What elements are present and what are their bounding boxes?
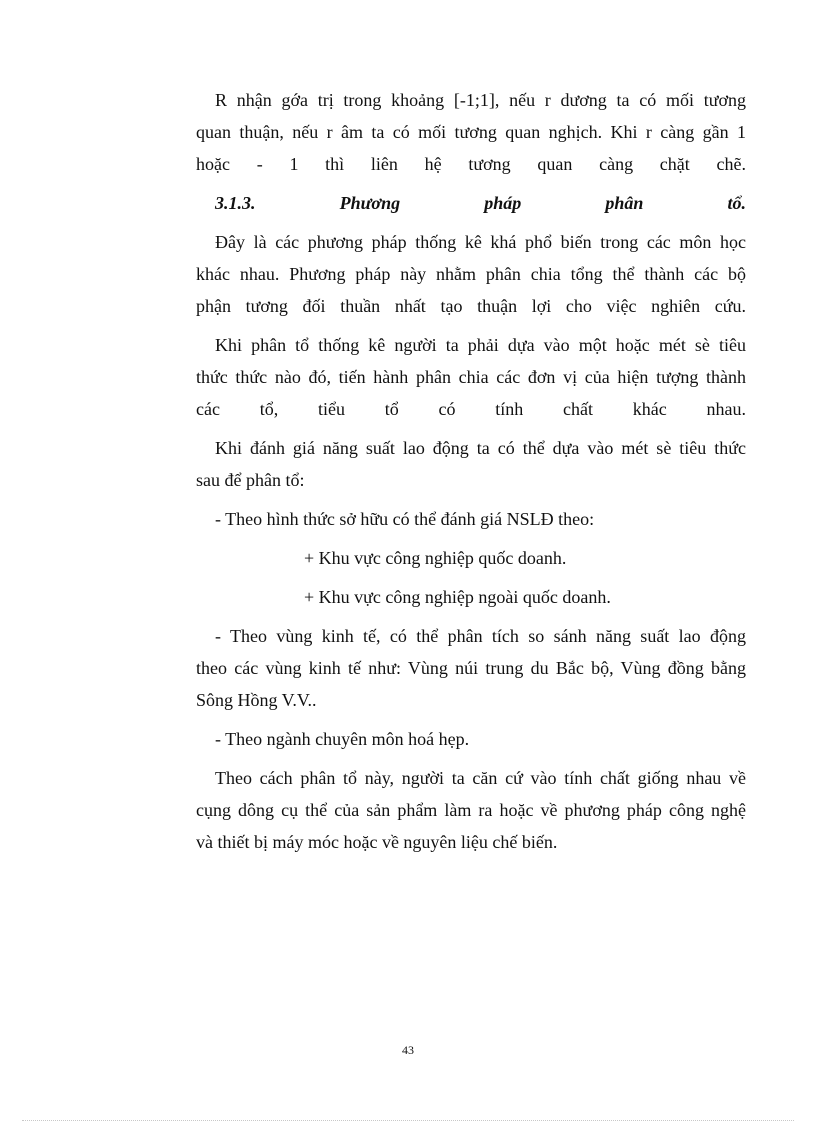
text-line: khác nhau. Phương pháp này nhằm phân chia tổng thể thành các bộ [196, 264, 746, 284]
text-line: quan thuận, nếu r âm ta có mối tương quan nghịch. Khi r càng gần 1 [196, 122, 746, 142]
bullet-line: - Theo vùng kinh tế, có thể phân tích so sánh năng suất lao động [215, 626, 746, 646]
page-number: 43 [402, 1043, 414, 1057]
text-line: Khi phân tổ thống kê người ta phải dựa vào một hoặc mét sè tiêu [215, 335, 746, 355]
text-line: cụng dông cụ thể của sản phẩm làm ra hoặc về phương pháp công nghệ [196, 800, 746, 820]
text-line: Đây là các phương pháp thống kê khá phổ biến trong các môn học [215, 232, 746, 252]
text-line: Khi đánh giá năng suất lao động ta có thể dựa vào mét sè tiêu thức [215, 438, 746, 458]
text-line: Theo cách phân tổ này, người ta căn cứ vào tính chất giống nhau về [215, 768, 746, 788]
bullet-line: - Theo ngành chuyên môn hoá hẹp. [215, 729, 470, 749]
bullet-line: - Theo hình thức sở hữu có thể đánh giá NSLĐ theo: [215, 509, 595, 529]
text-line: hoặc - 1 thì liên hệ tương quan càng chặt chẽ. [196, 154, 746, 174]
text-line: thức thức nào đó, tiến hành phân chia các đơn vị của hiện tượng thành [196, 367, 746, 387]
page-bottom-border [22, 1120, 794, 1121]
text-line: các tổ, tiểu tổ có tính chất khác nhau. [196, 399, 746, 419]
sub-bullet-line: + Khu vực công nghiệp ngoài quốc doanh. [304, 587, 611, 607]
text-line: phận tương đối thuần nhất tạo thuận lợi cho việc nghiên cứu. [196, 296, 746, 316]
sub-bullet-line: + Khu vực công nghiệp quốc doanh. [304, 548, 567, 568]
text-line: và thiết bị máy móc hoặc về nguyên liệu chế biến. [196, 832, 558, 852]
text-line: Sông Hồng V.V.. [196, 690, 317, 710]
text-line: R nhận gớa trị trong khoảng [-1;1], nếu r dương ta có mối tương [215, 90, 746, 110]
document-body [196, 84, 746, 858]
text-line: theo các vùng kinh tế như: Vùng núi trung du Bắc bộ, Vùng đồng bằng [196, 658, 746, 678]
section-heading: 3.1.3. Phương pháp phân tổ. [215, 193, 746, 213]
text-line: sau để phân tổ: [196, 470, 305, 490]
